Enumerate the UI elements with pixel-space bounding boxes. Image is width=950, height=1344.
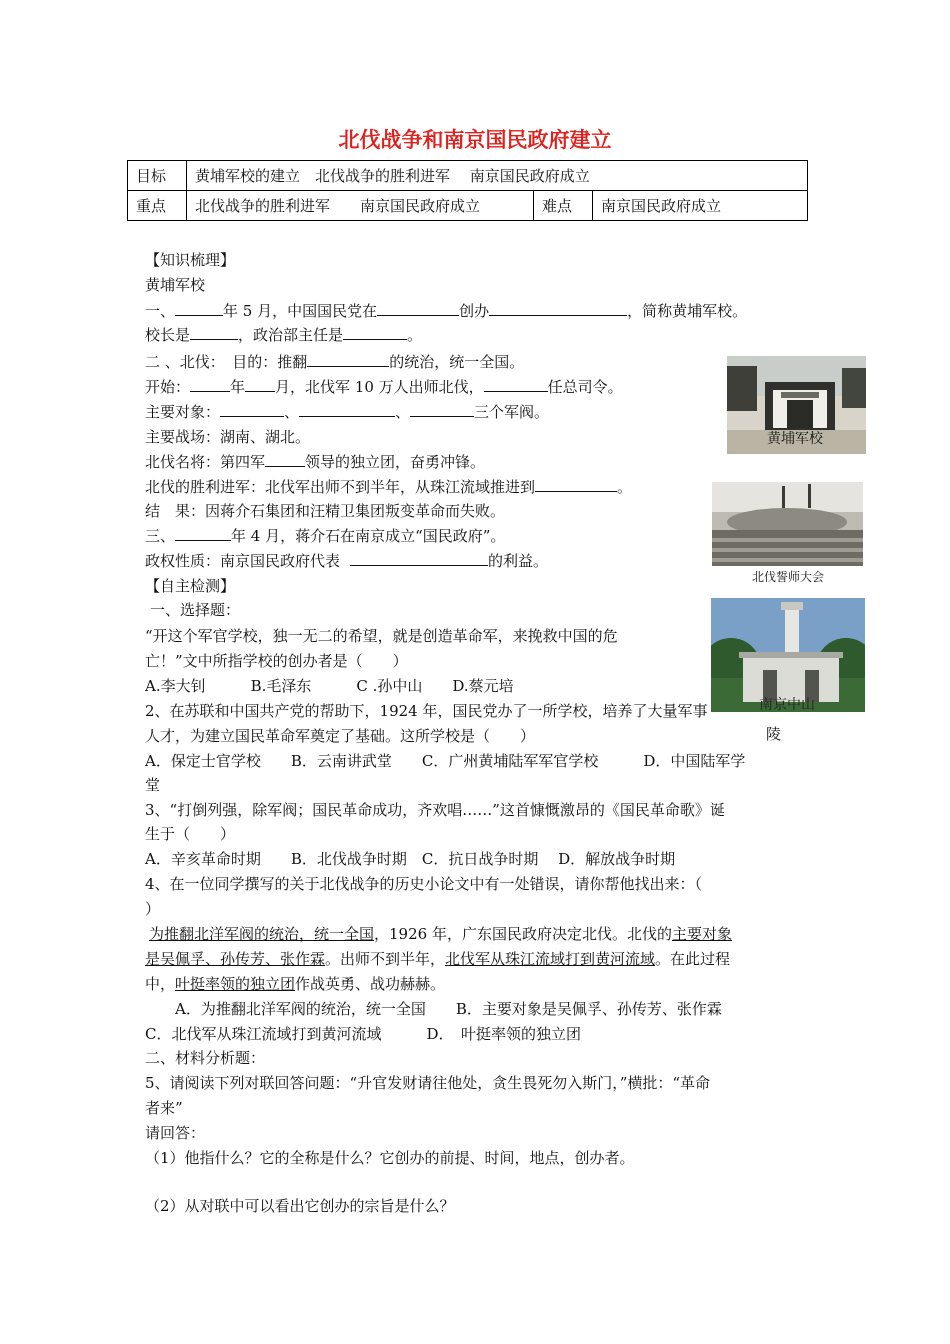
mausoleum-caption-b: 陵	[766, 725, 782, 743]
q4-options-ab: A．为推翻北洋军阀的统治，统一全国 B．主要对象是吴佩孚、孙传芳、张作霖	[175, 1000, 722, 1018]
q5-prompt: 请回答：	[145, 1124, 206, 1142]
fill-line-11: 政权性质：南京国民政府代表 的利益。	[145, 552, 549, 570]
objectives-table	[127, 160, 808, 221]
difficulty-text: 南京国民政府成立	[593, 191, 808, 221]
fill-line-1: 一、 年 5 月，中国国民党在 创办 ，简称黄埔军校。	[145, 302, 748, 320]
q3-line-2: 生于（ ）	[145, 825, 236, 843]
q5-part-2: （2）从对联中可以看出它创办的宗旨是什么？	[145, 1197, 455, 1215]
q4-passage-3: 中，叶挺率领的独立团作战英勇、战功赫赫。	[145, 975, 446, 993]
goal-row	[128, 161, 808, 191]
fill-line-9: 结 果：因蒋介石集团和汪精卫集团叛变革命而失败。	[145, 502, 506, 520]
q3-line-1: 3、“打倒列强，除军阀；国民革命成功，齐欢唱……”这首慷慨激昂的《国民革命歌》诞	[145, 801, 725, 819]
q2-line-2: 人才，为建立国民革命军奠定了基础。这所学校是（ ）	[145, 727, 536, 745]
key-label: 重点	[128, 191, 187, 221]
q5-line-2: 者来”	[145, 1099, 183, 1117]
rally-illustration	[712, 482, 863, 566]
q4-passage-2: 是吴佩孚、孙传芳、张作霖。出师不到半年，北伐军从珠江流域打到黄河流域。在此过程	[145, 950, 731, 968]
key-text: 北伐战争的胜利进军 南京国民政府成立	[187, 191, 534, 221]
key-row	[128, 191, 808, 221]
whampoa-academy-photo	[727, 356, 866, 454]
q5-part-1: （1）他指什么？它的全称是什么？它创办的前提、时间，地点，创办者。	[145, 1149, 635, 1167]
page-title: 北伐战争和南京国民政府建立	[338, 128, 612, 152]
q2-options: A．保定士官学校 B．云南讲武堂 C．广州黄埔陆军军官学校 D．中国陆军学	[145, 752, 746, 770]
goal-text: 黄埔军校的建立 北伐战争的胜利进军 南京国民政府成立	[187, 161, 808, 191]
q1-line-2: 亡！”文中所指学校的创办者是（ ）	[145, 652, 408, 670]
q2-options-cont: 堂	[145, 776, 161, 794]
q2-line-1: 2、在苏联和中国共产党的帮助下，1924 年，国民党办了一所学校，培养了大量军事	[145, 702, 708, 720]
fill-line-6: 主要战场：湖南、湖北。	[145, 428, 311, 446]
difficulty-label: 难点	[534, 191, 593, 221]
fill-line-5: 主要对象： 、 、 三个军阀。	[145, 403, 550, 421]
fill-line-2: 校长是 ，政治部主任是 。	[145, 326, 423, 344]
q5-line-1: 5、请阅读下列对联回答问题：“升官发财请往他处，贪生畏死勿入斯门，”横批：“革命	[145, 1074, 711, 1092]
q1-options: A.李大钊 B.毛泽东 C .孙中山 D.蔡元培	[145, 677, 514, 695]
test-header: 【自主检测】	[145, 577, 236, 595]
rally-caption: 北伐誓师大会	[752, 570, 825, 584]
analysis-section-title: 二、材料分析题：	[145, 1049, 266, 1067]
fill-line-7: 北伐名将：第四军 领导的独立团，奋勇冲锋。	[145, 453, 486, 471]
fill-line-8: 北伐的胜利进军：北伐军出师不到半年，从珠江流域推进到 。	[145, 478, 633, 496]
goal-label: 目标	[128, 161, 187, 191]
fill-line-10: 三、 年 4 月，蒋介石在南京成立“国民政府”。	[145, 527, 506, 545]
knowledge-header: 【知识梳理】	[145, 251, 236, 269]
mausoleum-caption-a: 南京中山	[759, 697, 815, 712]
mausoleum-photo	[711, 598, 865, 712]
q1-line-1: “开这个军官学校，独一无二的希望，就是创造革命军，来挽救中国的危	[145, 627, 618, 645]
q4-passage-1: 为推翻北洋军阀的统治，统一全国，1926 年，广东国民政府决定北伐。北伐的主要对象	[149, 925, 732, 943]
choice-section-title: 一、选择题：	[150, 601, 241, 619]
rally-photo	[712, 482, 863, 566]
fill-line-4: 开始： 年 月，北伐军 10 万人出师北伐， 任总司令。	[145, 378, 623, 396]
q3-options: A．辛亥革命时期 B．北伐战争时期 C．抗日战争时期 D．解放战争时期	[145, 850, 676, 868]
q4-line-1: 4、在一位同学撰写的关于北伐战争的历史小论文中有一处错误，请你帮他找出来：（	[145, 875, 703, 893]
whampoa-subheading: 黄埔军校	[145, 276, 206, 294]
fill-line-3: 二 、北伐： 目的：推翻 的统治，统一全国。	[145, 353, 525, 371]
q4-line-2: ）	[145, 900, 161, 918]
whampoa-caption: 黄埔军校	[767, 431, 823, 447]
q4-options-cd: C．北伐军从珠江流域打到黄河流域 D． 叶挺率领的独立团	[145, 1025, 582, 1043]
